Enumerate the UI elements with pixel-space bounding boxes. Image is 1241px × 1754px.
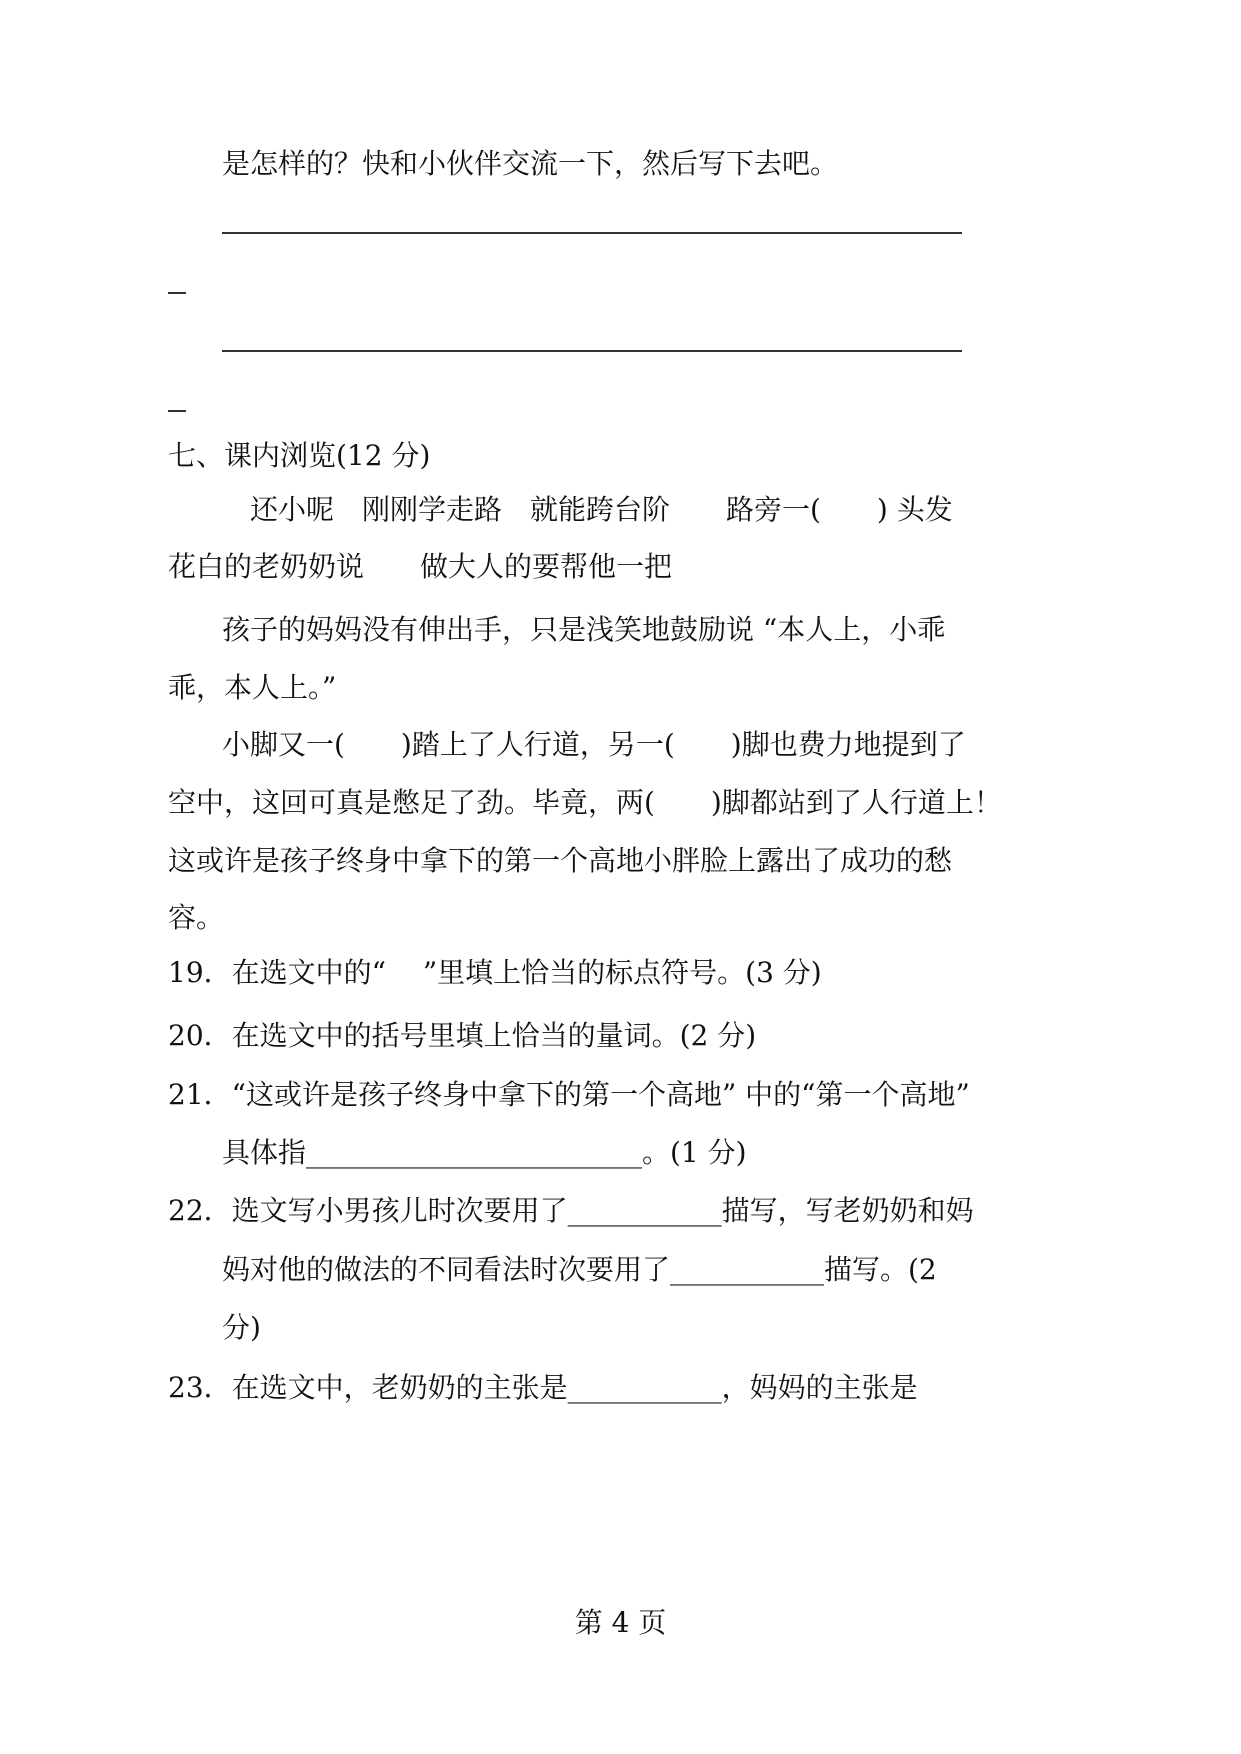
answer-line-2-tail: [168, 410, 186, 412]
question-21-line1: 21．“这或许是孩子终身中拿下的第一个高地” 中的“第一个高地”: [168, 1078, 970, 1111]
question-22-line1: 22．选文写小男孩儿时次要用了___________描写，写老奶奶和妈: [168, 1194, 974, 1227]
passage-p3-line2: 空中，这回可真是憋足了劲。毕竟，两( )脚都站到了人行道上！: [168, 786, 1002, 819]
question-22-line2: 妈对他的做法的不同看法时次要用了___________描写。(2: [222, 1253, 937, 1286]
page-number: 第 4 页: [574, 1606, 667, 1639]
answer-line-2: [222, 350, 962, 352]
passage-p3-line3: 这或许是孩子终身中拿下的第一个高地小胖脸上露出了成功的愁: [168, 844, 953, 877]
passage-p3-line1: 小脚又一( )踏上了人行道，另一( )脚也费力地提到了: [222, 728, 966, 761]
intro-tail-line: 是怎样的？快和小伙伴交流一下，然后写下去吧。: [222, 147, 839, 180]
passage-p2-line2: 乖，本人上。”: [168, 671, 337, 704]
passage-p2-line1: 孩子的妈妈没有伸出手，只是浅笑地鼓励说 “本人上，小乖: [222, 613, 946, 646]
answer-line-1: [222, 232, 962, 234]
question-21-line2: 具体指________________________。(1 分): [222, 1136, 747, 1169]
question-22-line3: 分): [222, 1311, 261, 1344]
passage-p1-line2: 花白的老奶奶说 做大人的要帮他一把: [168, 550, 673, 583]
passage-p3-line4: 容。: [168, 901, 225, 934]
question-19: 19．在选文中的“ ”里填上恰当的标点符号。(3 分): [168, 956, 822, 989]
section-title: 七、课内浏览(12 分): [168, 439, 431, 472]
answer-line-1-tail: [168, 292, 186, 294]
question-20: 20．在选文中的括号里填上恰当的量词。(2 分): [168, 1019, 757, 1052]
passage-p1-line1: 还小呢 刚刚学走路 就能跨台阶 路旁一( ) 头发: [250, 493, 953, 526]
question-23-line1: 23．在选文中，老奶奶的主张是___________，妈妈的主张是: [168, 1371, 918, 1404]
